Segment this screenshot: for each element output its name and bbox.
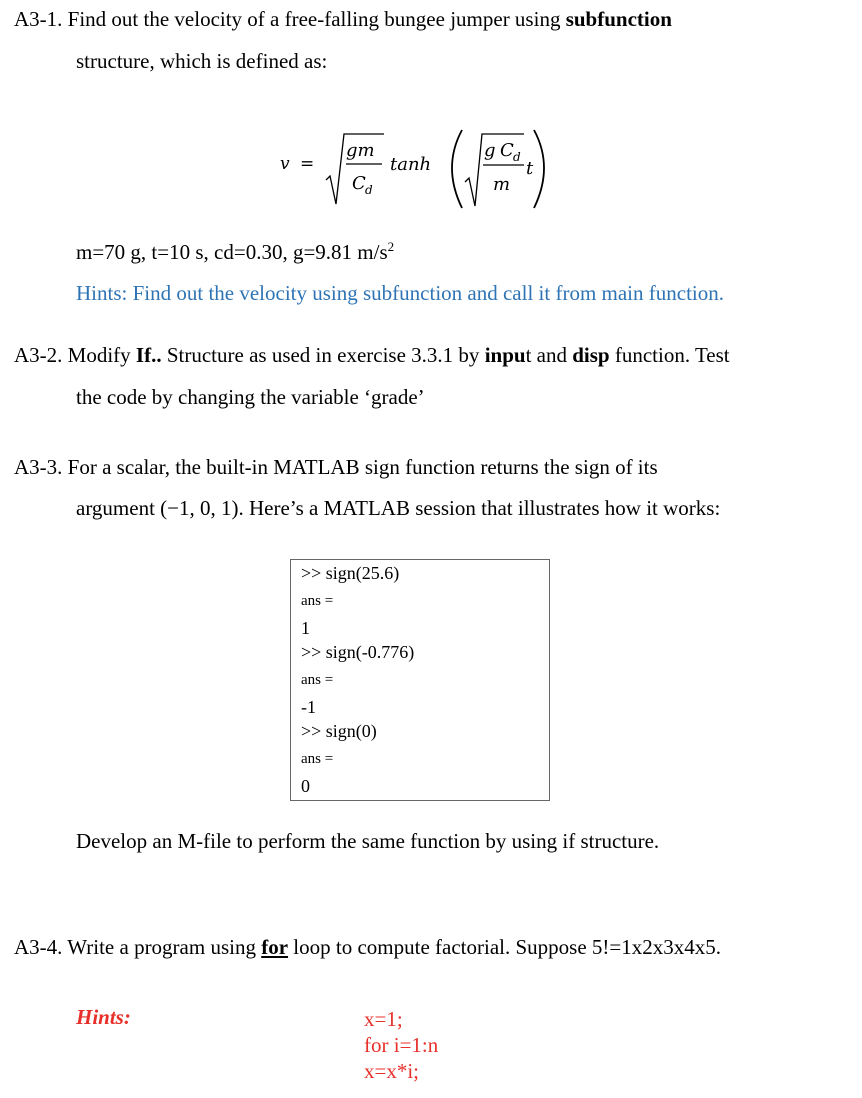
formula-t: t [526, 158, 534, 179]
formula-num2-g: g [484, 140, 496, 161]
a34-text-1: A3-4. Write a program using [14, 935, 262, 959]
code-line: >> sign(25.6) [301, 563, 400, 583]
a34-line1 [14, 935, 721, 960]
a33-develop: Develop an M-file to perform the same function by using if structure. [76, 829, 660, 853]
a32-bold-input: inpu [484, 343, 526, 367]
formula-equals: = [300, 154, 315, 174]
code-line: 0 [301, 776, 310, 796]
a31-hint: Hints: Find out the velocity using subfunction and call it from main function. [76, 281, 724, 305]
a32-bold-disp: disp [572, 343, 610, 367]
a31-heading-line [14, 7, 672, 32]
a32-text-1: A3-2. Modify [14, 343, 136, 367]
params-sup: 2 [387, 239, 395, 254]
a31-heading-text: A3-1. Find out the velocity of a free-falling bungee jumper using [14, 7, 566, 31]
a31-line2: structure, which is defined as: [76, 49, 328, 73]
a33-line1: A3-3. For a scalar, the built-in MATLAB sign function returns the sign of its [14, 455, 658, 479]
code-line: 1 [301, 618, 310, 638]
a32-line2: the code by changing the variable ‘grade’ [76, 385, 425, 409]
formula-den1-sub: d [365, 183, 373, 197]
a33-line2: argument (−1, 0, 1). Here’s a MATLAB session that illustrates how it works: [76, 496, 721, 520]
formula-den1: C [352, 173, 366, 194]
a34-hints-label: Hints: [76, 1005, 131, 1029]
velocity-formula [268, 112, 568, 212]
code-line: >> sign(-0.776) [301, 642, 415, 662]
a32-bold-if: If.. [135, 343, 162, 367]
left-paren [452, 130, 462, 208]
a31-heading-bold: subfunction [565, 7, 672, 31]
formula-num2-sub: d [513, 150, 521, 164]
a32-line1 [14, 343, 730, 368]
a32-text-3: t and [525, 343, 573, 367]
hint-code-line: x=1; [364, 1007, 403, 1031]
a32-text-4: function. Test [609, 343, 730, 367]
code-line: ans = [301, 751, 334, 767]
a34-for-keyword: for [261, 935, 289, 959]
right-paren [534, 130, 544, 208]
code-line: -1 [301, 697, 316, 717]
formula-lhs: v [280, 154, 290, 174]
formula-num1: gm [346, 140, 375, 161]
code-line: ans = [301, 672, 334, 688]
formula-num2-C: C [500, 140, 514, 161]
a32-text-2: Structure as used in exercise 3.3.1 by [161, 343, 485, 367]
a34-text-2: loop to compute factorial. Suppose 5!=1x2x3x4x5. [288, 935, 721, 959]
a34-hint-code [364, 1006, 438, 1084]
params-text: m=70 g, t=10 s, cd=0.30, g=9.81 m/s [76, 240, 388, 264]
hint-code-line: x=x*i; [364, 1059, 420, 1083]
hint-code-line: for i=1:n [364, 1033, 439, 1057]
code-line: >> sign(0) [301, 721, 377, 741]
a31-params [76, 239, 394, 265]
code-line: ans = [301, 593, 334, 609]
formula-tanh: tanh [390, 154, 432, 175]
formula-den2: m [493, 174, 511, 195]
matlab-session-box [290, 559, 550, 801]
